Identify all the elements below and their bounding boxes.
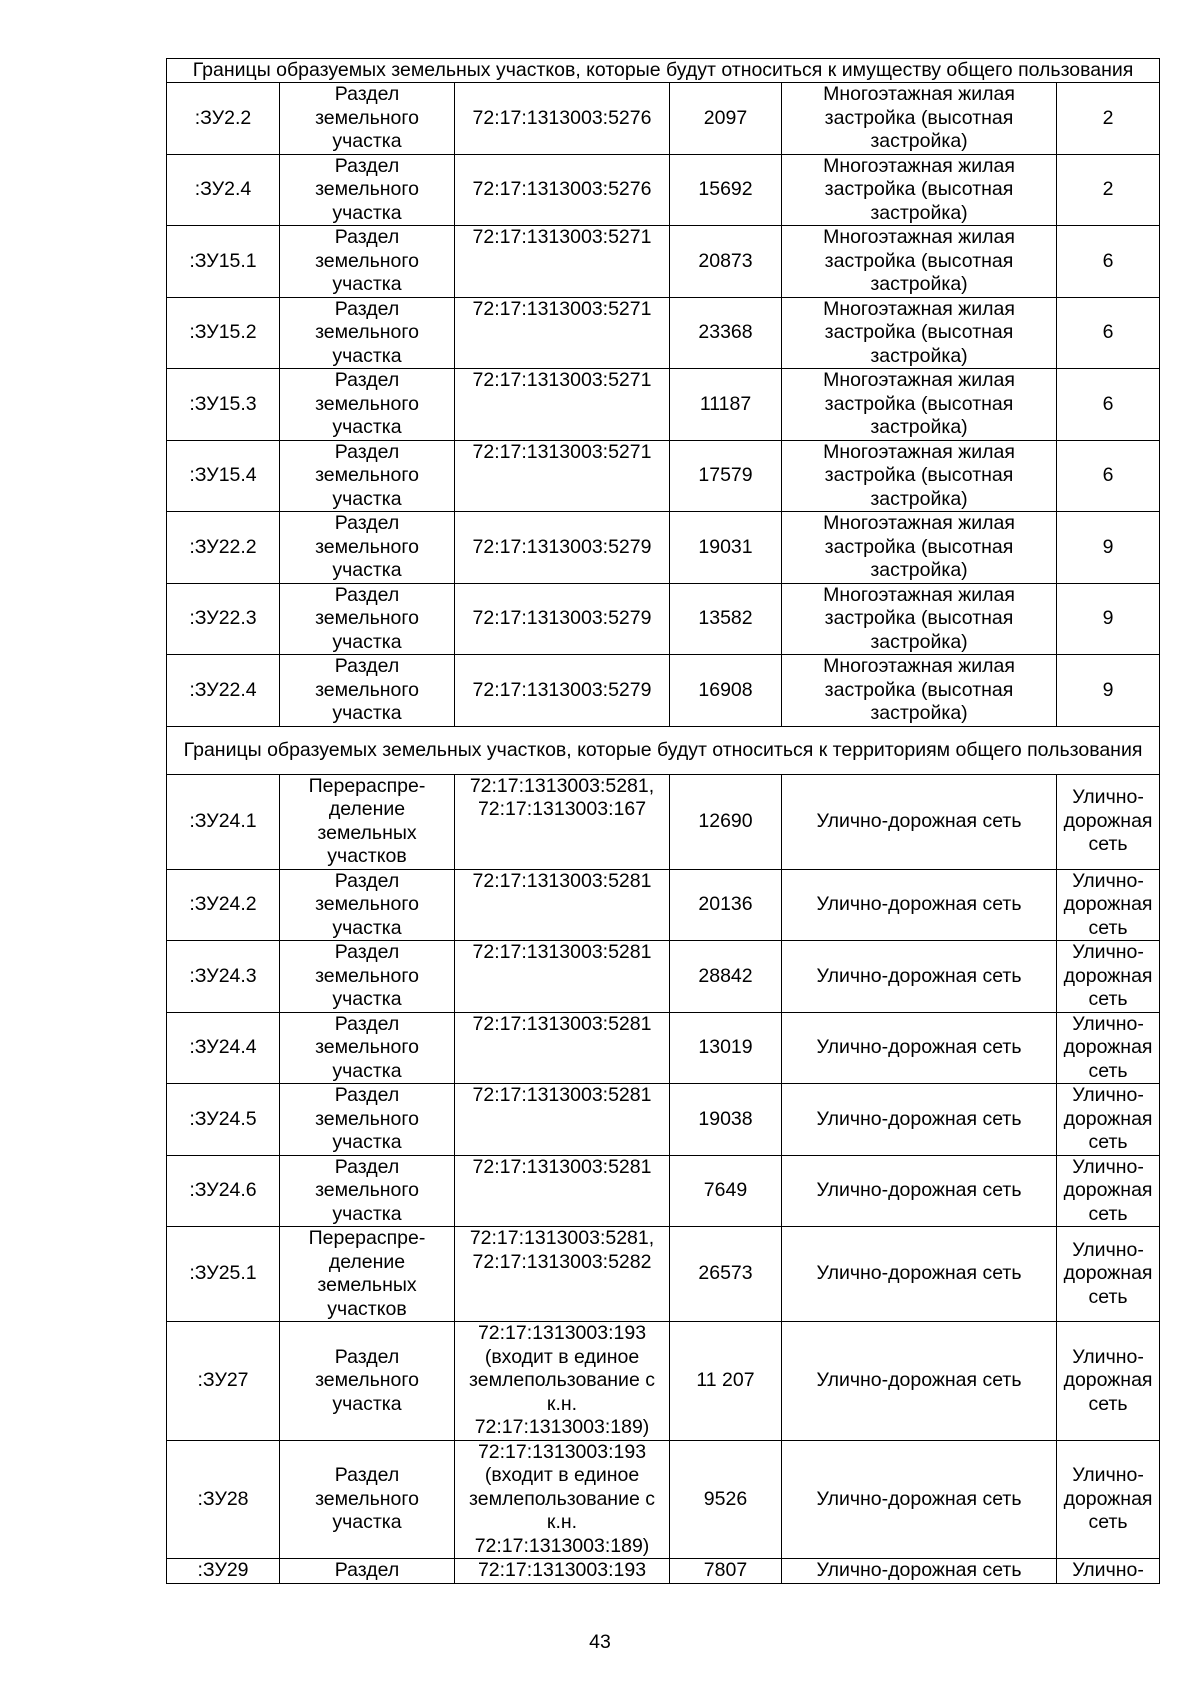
area-cell: 19031 — [670, 512, 782, 584]
formation-method-cell: Раздел — [280, 1559, 455, 1584]
table-row — [167, 774, 1160, 869]
cadastral-number-cell: 72:17:1313003:5281 — [455, 1155, 670, 1227]
section-header-row — [167, 59, 1160, 83]
permitted-use-cell: Улично-дорожная сеть — [782, 1440, 1057, 1559]
area-cell: 28842 — [670, 941, 782, 1013]
cadastral-number-cell: 72:17:1313003:193 — [455, 1559, 670, 1584]
permitted-use-cell: Улично-дорожная сеть — [782, 774, 1057, 869]
formation-method-cell: Раздел земельного участка — [280, 297, 455, 369]
zone-cell: 2 — [1057, 83, 1160, 155]
cadastral-number-cell: 72:17:1313003:5276 — [455, 154, 670, 226]
permitted-use-cell: Улично-дорожная сеть — [782, 1227, 1057, 1322]
zone-cell: Улично-дорожная сеть — [1057, 774, 1160, 869]
area-cell: 17579 — [670, 440, 782, 512]
area-cell: 20873 — [670, 226, 782, 298]
formation-method-cell: Раздел земельного участка — [280, 154, 455, 226]
area-cell: 20136 — [670, 869, 782, 941]
formation-method-cell: Раздел земельного участка — [280, 941, 455, 1013]
cadastral-number-cell: 72:17:1313003:5271 — [455, 226, 670, 298]
zone-cell: Улично-дорожная сеть — [1057, 1155, 1160, 1227]
area-cell: 23368 — [670, 297, 782, 369]
permitted-use-cell: Многоэтажная жилая застройка (высотная застройка) — [782, 583, 1057, 655]
plot-id-cell: :ЗУ15.3 — [167, 369, 280, 441]
table-row — [167, 869, 1160, 941]
area-cell: 7807 — [670, 1559, 782, 1584]
table-row — [167, 369, 1160, 441]
formation-method-cell: Раздел земельного участка — [280, 369, 455, 441]
table-row — [167, 83, 1160, 155]
permitted-use-cell: Улично-дорожная сеть — [782, 1559, 1057, 1584]
cadastral-number-cell: 72:17:1313003:5276 — [455, 83, 670, 155]
plot-id-cell: :ЗУ2.4 — [167, 154, 280, 226]
permitted-use-cell: Многоэтажная жилая застройка (высотная застройка) — [782, 655, 1057, 727]
area-cell: 13019 — [670, 1012, 782, 1084]
table-row — [167, 226, 1160, 298]
cadastral-number-cell: 72:17:1313003:5281 — [455, 1084, 670, 1156]
zone-cell: 9 — [1057, 512, 1160, 584]
cadastral-number-cell: 72:17:1313003:5281 — [455, 941, 670, 1013]
formation-method-cell: Раздел земельного участка — [280, 512, 455, 584]
cadastral-number-cell: 72:17:1313003:5281, 72:17:1313003:167 — [455, 774, 670, 869]
table-row — [167, 297, 1160, 369]
zone-cell: Улично-дорожная сеть — [1057, 869, 1160, 941]
area-cell: 13582 — [670, 583, 782, 655]
zone-cell: Улично-дорожная сеть — [1057, 1012, 1160, 1084]
formation-method-cell: Раздел земельного участка — [280, 1322, 455, 1441]
plot-id-cell: :ЗУ29 — [167, 1559, 280, 1584]
permitted-use-cell: Многоэтажная жилая застройка (высотная застройка) — [782, 154, 1057, 226]
table-body — [167, 59, 1160, 1584]
area-cell: 11187 — [670, 369, 782, 441]
plot-id-cell: :ЗУ24.3 — [167, 941, 280, 1013]
table-row — [167, 154, 1160, 226]
formation-method-cell: Раздел земельного участка — [280, 1440, 455, 1559]
area-cell: 7649 — [670, 1155, 782, 1227]
zone-cell: Улично-дорожная сеть — [1057, 1227, 1160, 1322]
cadastral-number-cell: 72:17:1313003:193 (входит в единое землепользование с к.н. 72:17:1313003:189) — [455, 1322, 670, 1441]
zone-cell: 2 — [1057, 154, 1160, 226]
area-cell: 16908 — [670, 655, 782, 727]
page-number: 43 — [589, 1631, 611, 1653]
formation-method-cell: Раздел земельного участка — [280, 440, 455, 512]
plot-id-cell: :ЗУ22.3 — [167, 583, 280, 655]
zone-cell: Улично-дорожная сеть — [1057, 1322, 1160, 1441]
zone-cell: 9 — [1057, 655, 1160, 727]
permitted-use-cell: Многоэтажная жилая застройка (высотная застройка) — [782, 369, 1057, 441]
table-row — [167, 1155, 1160, 1227]
cadastral-number-cell: 72:17:1313003:193 (входит в единое землепользование с к.н. 72:17:1313003:189) — [455, 1440, 670, 1559]
table-row — [167, 1084, 1160, 1156]
table-row — [167, 1012, 1160, 1084]
plot-id-cell: :ЗУ24.4 — [167, 1012, 280, 1084]
cadastral-number-cell: 72:17:1313003:5271 — [455, 369, 670, 441]
formation-method-cell: Раздел земельного участка — [280, 83, 455, 155]
permitted-use-cell: Многоэтажная жилая застройка (высотная застройка) — [782, 83, 1057, 155]
plot-id-cell: :ЗУ22.4 — [167, 655, 280, 727]
formation-method-cell: Раздел земельного участка — [280, 1012, 455, 1084]
plot-id-cell: :ЗУ22.2 — [167, 512, 280, 584]
formation-method-cell: Раздел земельного участка — [280, 1155, 455, 1227]
zone-cell: 6 — [1057, 297, 1160, 369]
plot-id-cell: :ЗУ24.5 — [167, 1084, 280, 1156]
cadastral-number-cell: 72:17:1313003:5279 — [455, 512, 670, 584]
table-row — [167, 655, 1160, 727]
permitted-use-cell: Улично-дорожная сеть — [782, 1155, 1057, 1227]
cadastral-number-cell: 72:17:1313003:5281, 72:17:1313003:5282 — [455, 1227, 670, 1322]
area-cell: 15692 — [670, 154, 782, 226]
plot-id-cell: :ЗУ15.4 — [167, 440, 280, 512]
cadastral-number-cell: 72:17:1313003:5271 — [455, 440, 670, 512]
permitted-use-cell: Улично-дорожная сеть — [782, 1012, 1057, 1084]
area-cell: 9526 — [670, 1440, 782, 1559]
cadastral-number-cell: 72:17:1313003:5281 — [455, 869, 670, 941]
cadastral-number-cell: 72:17:1313003:5281 — [455, 1012, 670, 1084]
section-title: Границы образуемых земельных участков, которые будут относиться к имуществу общего пользования — [167, 59, 1160, 83]
cadastral-number-cell: 72:17:1313003:5271 — [455, 297, 670, 369]
zone-cell: Улично-дорожная сеть — [1057, 941, 1160, 1013]
permitted-use-cell: Улично-дорожная сеть — [782, 941, 1057, 1013]
plot-id-cell: :ЗУ24.1 — [167, 774, 280, 869]
permitted-use-cell: Улично-дорожная сеть — [782, 869, 1057, 941]
zone-cell: 6 — [1057, 440, 1160, 512]
table-row — [167, 1322, 1160, 1441]
table-row — [167, 1227, 1160, 1322]
permitted-use-cell: Улично-дорожная сеть — [782, 1322, 1057, 1441]
plot-id-cell: :ЗУ24.2 — [167, 869, 280, 941]
section-header-row — [167, 726, 1160, 774]
zone-cell: Улично-дорожная сеть — [1057, 1084, 1160, 1156]
plot-id-cell: :ЗУ2.2 — [167, 83, 280, 155]
formation-method-cell: Перераспре-деление земельных участков — [280, 774, 455, 869]
plot-id-cell: :ЗУ28 — [167, 1440, 280, 1559]
land-plots-table — [166, 58, 1160, 1584]
cadastral-number-cell: 72:17:1313003:5279 — [455, 655, 670, 727]
zone-cell: Улично- — [1057, 1559, 1160, 1584]
zone-cell: 6 — [1057, 226, 1160, 298]
plot-id-cell: :ЗУ27 — [167, 1322, 280, 1441]
table-row — [167, 1559, 1160, 1584]
zone-cell: 6 — [1057, 369, 1160, 441]
plot-id-cell: :ЗУ24.6 — [167, 1155, 280, 1227]
table-row — [167, 512, 1160, 584]
area-cell: 19038 — [670, 1084, 782, 1156]
table-row — [167, 941, 1160, 1013]
cadastral-number-cell: 72:17:1313003:5279 — [455, 583, 670, 655]
permitted-use-cell: Многоэтажная жилая застройка (высотная застройка) — [782, 226, 1057, 298]
plot-id-cell: :ЗУ15.2 — [167, 297, 280, 369]
formation-method-cell: Раздел земельного участка — [280, 869, 455, 941]
formation-method-cell: Раздел земельного участка — [280, 583, 455, 655]
formation-method-cell: Раздел земельного участка — [280, 1084, 455, 1156]
area-cell: 2097 — [670, 83, 782, 155]
plot-id-cell: :ЗУ15.1 — [167, 226, 280, 298]
area-cell: 26573 — [670, 1227, 782, 1322]
plot-id-cell: :ЗУ25.1 — [167, 1227, 280, 1322]
section-title: Границы образуемых земельных участков, которые будут относиться к территориям общего пользования — [167, 726, 1160, 774]
table-row — [167, 583, 1160, 655]
permitted-use-cell: Многоэтажная жилая застройка (высотная застройка) — [782, 440, 1057, 512]
formation-method-cell: Раздел земельного участка — [280, 226, 455, 298]
table-row — [167, 1440, 1160, 1559]
permitted-use-cell: Многоэтажная жилая застройка (высотная застройка) — [782, 512, 1057, 584]
zone-cell: 9 — [1057, 583, 1160, 655]
permitted-use-cell: Улично-дорожная сеть — [782, 1084, 1057, 1156]
area-cell: 12690 — [670, 774, 782, 869]
area-cell: 11 207 — [670, 1322, 782, 1441]
permitted-use-cell: Многоэтажная жилая застройка (высотная застройка) — [782, 297, 1057, 369]
formation-method-cell: Раздел земельного участка — [280, 655, 455, 727]
formation-method-cell: Перераспре-деление земельных участков — [280, 1227, 455, 1322]
table-row — [167, 440, 1160, 512]
zone-cell: Улично-дорожная сеть — [1057, 1440, 1160, 1559]
